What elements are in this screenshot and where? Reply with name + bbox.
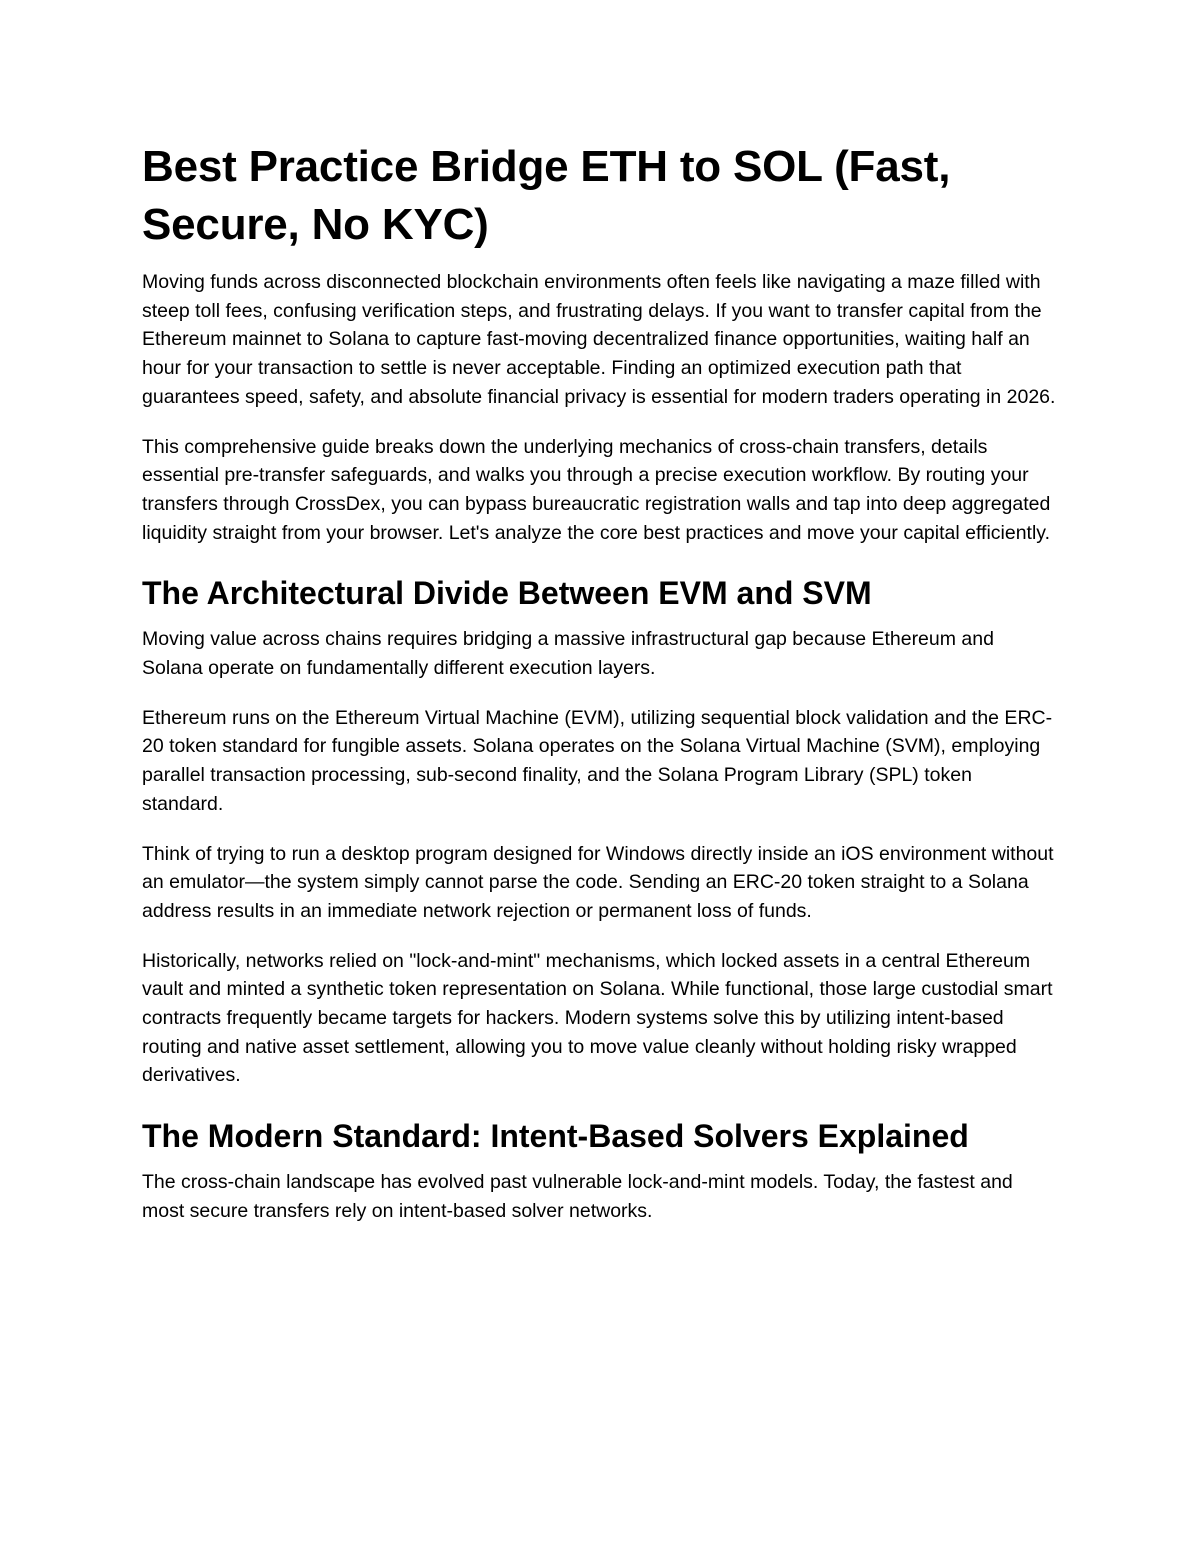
- intro-paragraph: Moving funds across disconnected blockchain environments often feels like navigating a maze filled with steep toll fees, confusing verification steps, and frustrating delays. If you want to transfer capital from the Ethereum mainnet to Solana to capture fast-moving decentralized finance opportunities, waiting half an hour for your transaction to settle is never acceptable. Finding an optimized execution path that guarantees speed, safety, and absolute financial privacy is essential for modern traders operating in 2026.: [142, 271, 1056, 408]
- section-paragraph: Historically, networks relied on "lock-and-mint" mechanisms, which locked assets in a central Ethereum vault and minted a synthetic token representation on Solana. While functional, those large custodial smart contracts frequently became targets for hackers. Modern systems solve this by utilizing intent-based routing and native asset settlement, allowing you to move value cleanly without holding risky wrapped derivatives.: [142, 949, 1053, 1087]
- document-body: [142, 138, 1058, 1247]
- section-heading: The Architectural Divide Between EVM and SVM: [142, 575, 872, 612]
- section-heading: The Modern Standard: Intent-Based Solvers Explained: [142, 1118, 969, 1155]
- section-paragraph: Ethereum runs on the Ethereum Virtual Machine (EVM), utilizing sequential block validation and the ERC-20 token standard for fungible assets. Solana operates on the Solana Virtual Machine (SVM), employing parallel transaction processing, sub-second finality, and the Solana Program Library (SPL) token standard.: [142, 706, 1053, 815]
- section-paragraph: Think of trying to run a desktop program designed for Windows directly inside an iOS environment without an emulator—the system simply cannot parse the code. Sending an ERC-20 token straight to a Solana address results in an immediate network rejection or permanent loss of funds.: [142, 842, 1054, 922]
- document-title: Best Practice Bridge ETH to SOL (Fast, Secure, No KYC): [142, 142, 951, 249]
- section-paragraph: The cross-chain landscape has evolved past vulnerable lock-and-mint models. Today, the fastest and most secure transfers rely on intent-based solver networks.: [142, 1171, 1013, 1222]
- section-paragraph: Moving value across chains requires bridging a massive infrastructural gap because Ethereum and Solana operate on fundamentally different execution layers.: [142, 628, 994, 680]
- intro-paragraph: This comprehensive guide breaks down the underlying mechanics of cross-chain transfers, details essential pre-transfer safeguards, and walks you through a precise execution workflow. By routing your transfers through CrossDex, you can bypass bureaucratic registration walls and tap into deep aggregated liquidity straight from your browser. Let's analyze the core best practices and move your capital efficiently.: [142, 435, 1051, 544]
